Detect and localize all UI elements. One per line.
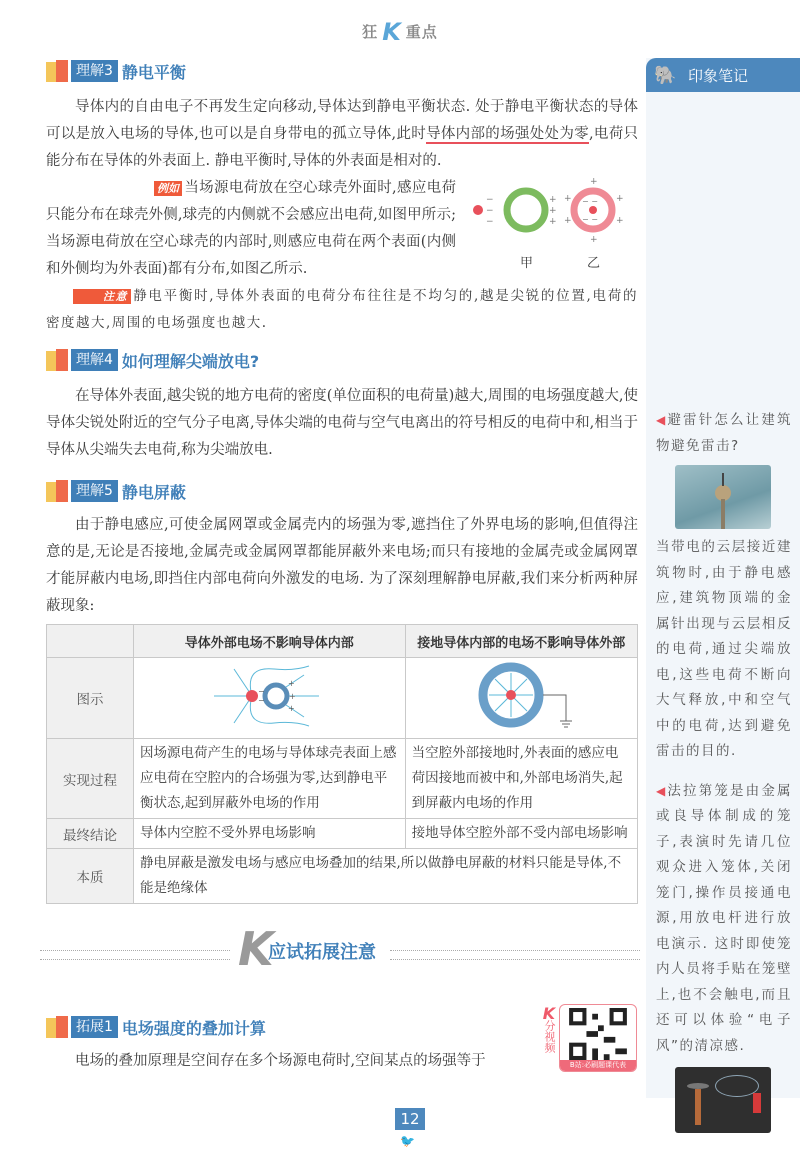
page-number: 12 [395, 1108, 425, 1130]
figure-grounded-shell [405, 658, 637, 739]
shielding-comparison-table [46, 624, 638, 904]
svg-text:−: − [486, 217, 494, 227]
section-title: 静电屏蔽 [121, 482, 186, 502]
book-icon [46, 349, 68, 371]
dotted-divider [390, 950, 640, 960]
underlined-key-point: 导体内部的场强处处为零 [426, 126, 589, 142]
section-heading-5 [46, 476, 638, 506]
expand-section [46, 1012, 546, 1075]
svg-text:+: + [549, 195, 557, 205]
svg-text:−: − [486, 195, 494, 205]
bird-icon: 🐦 [400, 1134, 415, 1148]
svg-text:+: + [289, 692, 296, 701]
table-header-col1: 导体外部电场不影响导体内部 [134, 625, 406, 658]
figure-label-yi: 乙 [587, 256, 601, 271]
qr-caption: B站:必刷题课代表 [560, 1060, 636, 1071]
svg-text:+: + [564, 216, 572, 226]
table-row [47, 819, 638, 849]
section-tag: 理解5 [71, 480, 118, 502]
paragraph: 在导体外表面,越尖锐的地方电荷的密度(单位面积的电荷量)越大,周围的电场强度越大,使导体尖锐处附近的空气分子电离,导体尖端的电荷与空气电离出的符号相反的电荷中和,相当于导体从尖端失去电荷,称为尖端放电. [46, 388, 638, 458]
svg-text:− −: − − [582, 197, 598, 206]
video-qr-code[interactable] [541, 1004, 637, 1072]
pointer-left-icon: ◀ [656, 413, 668, 427]
section-tag: 理解4 [71, 349, 118, 371]
grounded-shell-diagram-icon [466, 659, 576, 733]
table-cell: 当空腔外部接地时,外表面的感应电荷因接地而被中和,外部电场消失,起到屏蔽内电场的作用 [405, 739, 637, 819]
banner-title: 应试拓展注意 [268, 942, 376, 963]
table-header-col2: 接地导体内部的电场不影响导体外部 [405, 625, 637, 658]
note-tag: 注意 [73, 289, 131, 304]
section-heading-4 [46, 345, 638, 375]
svg-text:+: + [590, 235, 598, 245]
note-block [46, 283, 638, 337]
header-left: 狂 [362, 23, 379, 41]
table-cell: 接地导体空腔外部不受内部电场影响 [405, 819, 637, 849]
example-paragraph: 例如 当场源电荷放在空心球壳外面时,感应电荷只能分布在球壳外侧,球壳的内侧就不会感应出电荷,如图甲所示;当场源电荷放在空心球壳的内部时,则感应电荷在两个表面(内侧和外侧均为外表面)都有分布,如图乙所示. [46, 180, 456, 277]
sidebar-note-lightning-rod: ◀避雷针怎么让建筑物避免雷击? [656, 412, 792, 454]
dotted-divider [40, 950, 230, 960]
row-label: 最终结论 [47, 819, 134, 849]
qr-code-icon [569, 1008, 627, 1060]
svg-text:+: + [590, 177, 598, 187]
section-title: 静电平衡 [121, 62, 186, 82]
table-cell: 导体内空腔不受外界电场影响 [134, 819, 406, 849]
svg-text:−: − [486, 206, 494, 216]
sidebar-note-text: 当带电的云层接近建筑物时,由于静电感应,建筑物顶端的金属针出现与云层相反的电荷,通过尖端放电,这些电荷不断向大气释放,中和空气中的电荷,达到避免雷击的目的. [656, 539, 792, 759]
svg-text:+: + [616, 216, 624, 226]
table-cell: 因场源电荷产生的电场与导体球壳表面上感应电荷在空腔内的合场强为零,达到静电平衡状态,起到屏蔽外电场的作用 [134, 739, 406, 819]
paragraph: 由于静电感应,可使金属网罩或金属壳内的场强为零,遮挡住了外界电场的影响,但值得注意的是,无论是否接地,金属壳或金属网罩都能屏蔽外来电场;而只有接地的金属壳或金属网罩才能屏蔽内电场,即挡住内部电荷向外激发的电场. 为了深刻理解静电屏蔽,我们来分析两种屏蔽现象: [46, 517, 638, 614]
section-heading-expand-1 [46, 1012, 546, 1042]
table-header-blank [47, 625, 134, 658]
svg-text:+: + [616, 194, 624, 204]
figure-external-field [134, 658, 406, 739]
section-title: 电场强度的叠加计算 [121, 1018, 266, 1038]
book-icon [46, 1016, 68, 1038]
table-row [47, 849, 638, 904]
svg-text:−: − [258, 687, 265, 696]
book-icon [46, 60, 68, 82]
svg-text:+: + [549, 206, 557, 216]
elephant-icon: 🐘 [654, 64, 677, 86]
table-header-row [47, 625, 638, 658]
header-right: 重点 [405, 23, 438, 41]
note-paragraph: 注意 静电平衡时,导体外表面的电荷分布往往是不均匀的,越是尖锐的位置,电荷的密度越大,周围的电场强度也越大. [46, 288, 638, 331]
section-title: 如何理解尖端放电? [121, 351, 260, 371]
header-k-logo: K [382, 18, 402, 46]
section-tag: 理解3 [71, 60, 118, 82]
svg-text:+: + [288, 679, 295, 688]
sidebar-title: 印象笔记 [688, 66, 749, 85]
external-field-diagram-icon [214, 661, 324, 731]
example-tag: 例如 [154, 181, 182, 196]
main-column [46, 56, 638, 904]
sidebar-header [646, 58, 800, 92]
section-heading-3 [46, 56, 638, 86]
book-icon [46, 480, 68, 502]
row-label: 图示 [47, 658, 134, 739]
svg-text:− −: − − [582, 215, 598, 224]
sidebar-note-faraday: ◀法拉第笼是由金属或良导体制成的笼子,表演时先请几位观众进入笼体,关闭笼门,操作员接通电源,用放电杆进行放电演示. 这时即使笼内人员将手贴在笼壁上,也不会触电,而且还可以体验“电子风”的清凉感. [656, 782, 792, 1054]
row-label: 本质 [47, 849, 134, 904]
paragraph: 电场的叠加原理是空间存在多个场源电荷时,空间某点的场强等于 [75, 1053, 486, 1069]
table-cell-merged: 静电屏蔽是激发电场与感应电场叠加的结果,所以做静电屏蔽的材料只能是导体,不能是绝缘体 [134, 849, 638, 904]
figure-label-jia: 甲 [520, 256, 534, 271]
section-tag: 拓展1 [71, 1016, 118, 1038]
exam-extension-banner [40, 922, 640, 978]
faraday-cage-photo [675, 1067, 771, 1133]
svg-text:−: − [258, 696, 265, 705]
svg-text:+: + [549, 217, 557, 227]
qr-frame [559, 1004, 637, 1072]
table-row [47, 739, 638, 819]
example-block [46, 148, 638, 283]
svg-text:+: + [288, 704, 295, 713]
paragraph: 导体内的自由电子不再发生定向移动,导体达到静电平衡状态. 处于静电平衡状态的导体可以是放入电场的导体,也可以是自身带电的孤立导体,此时导体内部的场强处处为零,电荷只能分布在导体的外表面上. 静电平衡时,导体的外表面是相对的. [46, 99, 639, 169]
qr-side-label: K 分视频 [542, 1004, 556, 1053]
row-label: 实现过程 [47, 739, 134, 819]
table-row [47, 658, 638, 739]
figure-shells [456, 148, 638, 283]
lightning-rod-photo [675, 465, 771, 529]
banner-k-logo: K [238, 922, 274, 976]
shell-diagram-icon [456, 176, 638, 286]
running-header [0, 18, 800, 46]
svg-text:+: + [564, 194, 572, 204]
notes-sidebar [646, 58, 800, 1098]
pointer-left-icon: ◀ [656, 783, 668, 798]
